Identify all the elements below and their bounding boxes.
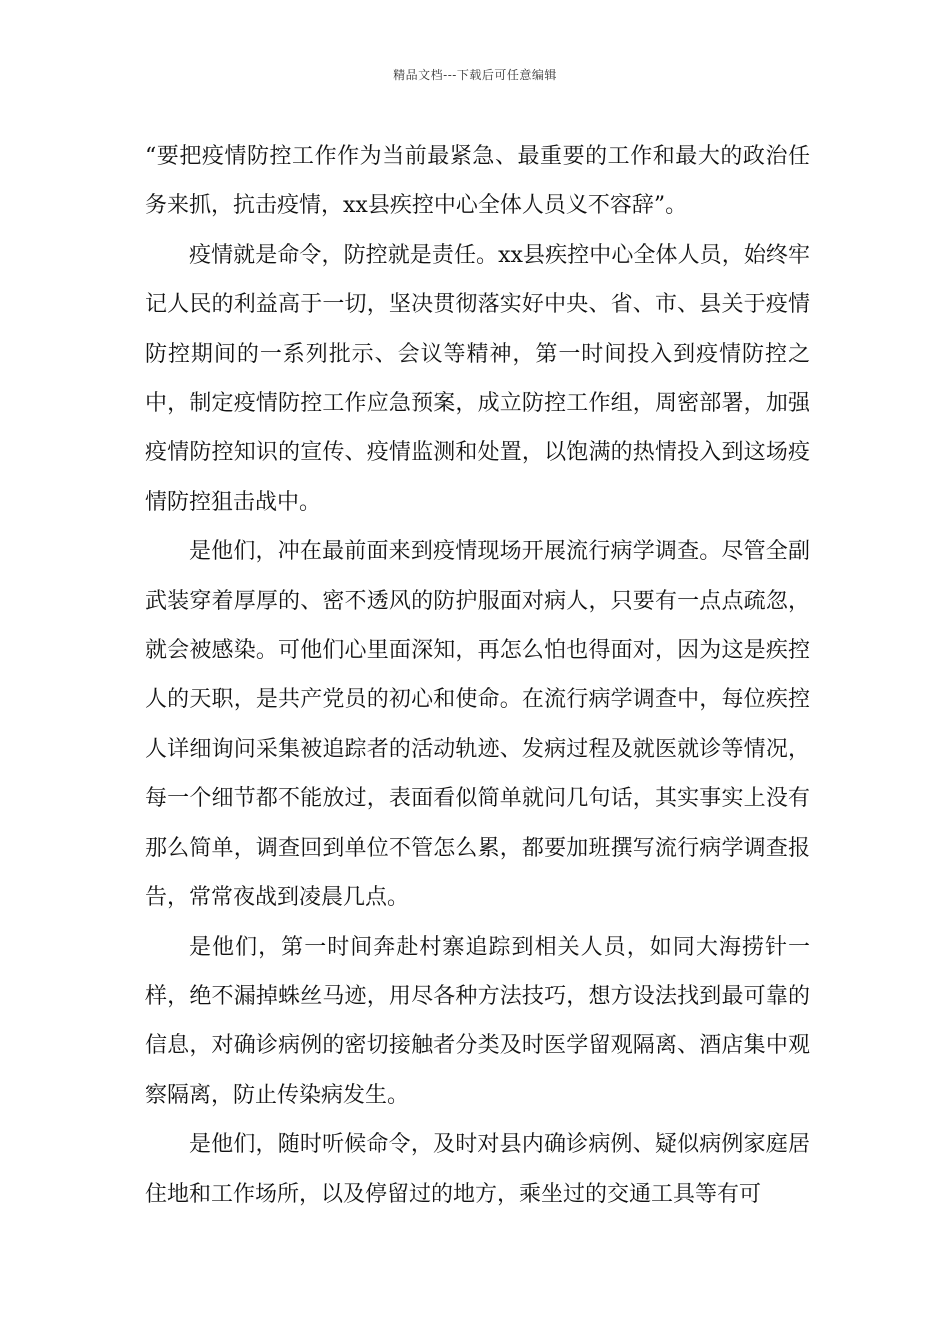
page-header: 精品文档---下载后可任意编辑 xyxy=(393,68,557,82)
paragraph-4: 是他们，第一时间奔赴村寨追踪到相关人员，如同大海捞针一样，绝不漏掉蛛丝马迹，用尽各种方法技巧，想方设法找到最可靠的信息，对确诊病例的密切接触者分类及时医学留观隔离、酒店集中观察隔离，防止传染病发生。 xyxy=(145,934,810,1108)
paragraph-2: 疫情就是命令，防控就是责任。xx县疾控中心全体人员，始终牢记人民的利益高于一切，坚决贯彻落实好中央、省、市、县关于疫情防控期间的一系列批示、会议等精神，第一时间投入到疫情防控之中，制定疫情防控工作应急预案，成立防控工作组，周密部署，加强疫情防控知识的宣传、疫情监测和处置，以饱满的热情投入到这场疫情防控狙击战中。 xyxy=(145,242,810,515)
paragraph-3: 是他们，冲在最前面来到疫情现场开展流行病学调查。尽管全副武装穿着厚厚的、密不透风的防护服面对病人，只要有一点点疏忽，就会被感染。可他们心里面深知，再怎么怕也得面对，因为这是疾控人的天职，是共产党员的初心和使命。在流行病学调查中，每位疾控人详细询问采集被追踪者的活动轨迹、发病过程及就医就诊等情况，每一个细节都不能放过，表面看似简单就问几句话，其实事实上没有那么简单，调查回到单位不管怎么累，都要加班撰写流行病学调查报告，常常夜战到凌晨几点。 xyxy=(145,539,810,911)
document-body xyxy=(145,132,810,1219)
paragraph-1: “要把疫情防控工作作为当前最紧急、最重要的工作和最大的政治任务来抓，抗击疫情，xx县疾控中心全体人员义不容辞”。 xyxy=(145,144,810,219)
paragraph-5: 是他们，随时听候命令，及时对县内确诊病例、疑似病例家庭居住地和工作场所，以及停留过的地方，乘坐过的交通工具等有可 xyxy=(145,1132,810,1207)
